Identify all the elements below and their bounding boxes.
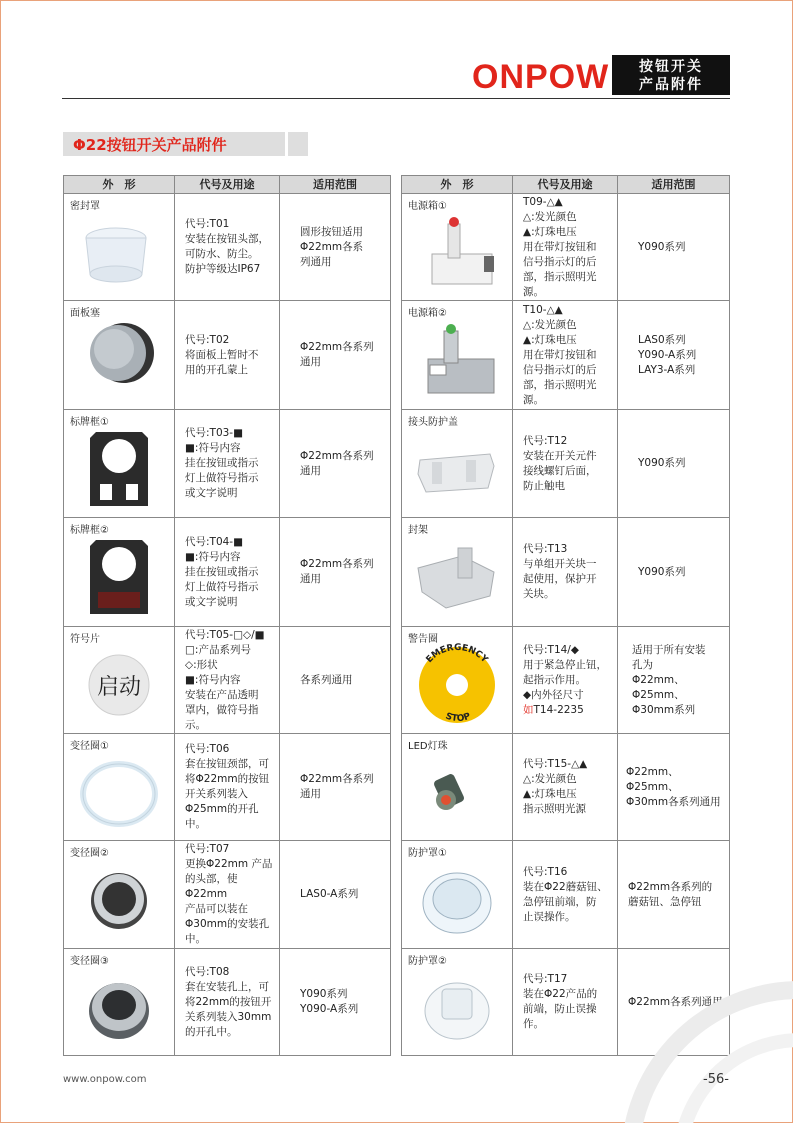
scope-cell: Y090系列 [618,410,730,518]
table-header-row [402,176,730,194]
section-title-bar [63,132,285,156]
brand-logo: ONPOW [472,58,610,96]
category-line-2: 产品附件 [639,77,703,93]
item-label: 变径圈② [70,848,109,859]
item-label: 符号片 [70,634,100,645]
item-label: 标牌框① [70,417,109,428]
terminal-cover-icon [402,410,513,518]
appearance-cell [64,841,175,949]
appearance-cell [402,518,513,627]
scope-cell: LAS0系列 Y090-A系列 LAY3-A系列 [618,301,730,410]
scope-cell: 适用于所有安装 孔为 Φ22mm、 Φ25mm、 Φ30mm系列 [618,627,730,734]
item-label: 面板塞 [70,308,100,319]
item-label: 变径圈① [70,741,109,752]
scope-cell: Φ22mm各系列 通用 [280,518,391,627]
table-row [64,627,391,734]
appearance-cell [402,194,513,301]
table-row [64,194,391,301]
appearance-cell [402,301,513,410]
table-row [64,841,391,949]
item-label: 电源箱② [408,308,447,319]
table-row [64,734,391,841]
code-cell: 代号:T17 装在Φ22产品的 前端，防止误操 作。 [513,949,618,1056]
code-cell: 代号:T03-■ ■:符号内容 挂在按钮或指示 灯上做符号指示 或文字说明 [175,410,280,518]
table-row [402,841,730,949]
code-cell: T10-△▲ △:发光颜色 ▲:灯珠电压 用在带灯按钮和 信号指示灯的后 部，指示照明光源。 [513,301,618,410]
appearance-cell [64,949,175,1056]
label-frame-red-icon [64,518,175,627]
scope-cell: Φ22mm各系列 通用 [280,301,391,410]
category-line-1: 按钮开关 [639,59,703,75]
code-cell: 代号:T16 装在Φ22蘑菇钮、 急停钮前端，防 止误操作。 [513,841,618,949]
appearance-cell [402,734,513,841]
protective-cover-2-icon [402,949,513,1056]
scope-cell: Φ22mm各系列通用 [618,949,730,1056]
scope-cell: 各系列通用 [280,627,391,734]
code-cell: 代号:T15-△▲ △:发光颜色 ▲:灯珠电压 指示照明光源 [513,734,618,841]
section-title: Φ22按钮开关产品附件 [73,136,227,154]
scope-cell: Φ22mm各系列 通用 [280,410,391,518]
item-label: 电源箱① [408,201,447,212]
col-appearance: 外 形 [402,176,513,194]
power-box-1-icon [402,194,513,301]
code-cell: T09-△▲ △:发光颜色 ▲:灯珠电压 用在带灯按钮和 信号指示灯的后 部，指示照明光源。 [513,194,618,301]
appearance-cell [64,518,175,627]
code-cell: 代号:T12 安装在开关元件 接线螺钉后面， 防止触电 [513,410,618,518]
ring-top-text: EMERGENCY [424,642,490,666]
scope-cell: LAS0-A系列 [280,841,391,949]
code-cell: 代号:T13 与单组开关块一 起使用，保护开 关块。 [513,518,618,627]
table-row [64,518,391,627]
item-label: 密封罩 [70,201,100,212]
reducer-ring-1-icon [64,734,175,841]
scope-cell: Y090系列 [618,518,730,627]
item-label: 警告圈 [408,634,438,645]
header-divider [62,98,730,99]
item-label: LED灯珠 [408,741,448,752]
item-label: 防护罩① [408,848,447,859]
table-row [402,734,730,841]
accessory-table-right [401,175,730,1056]
appearance-cell [402,410,513,518]
code-cell: 代号:T07 更换Φ22mm 产品 的头部，使Φ22mm 产品可以装在 Φ30mm的安装孔中。 [175,841,280,949]
accessory-table-left [63,175,391,1056]
appearance-cell [402,627,513,734]
scope-cell: Y090系列 Y090-A系列 [280,949,391,1056]
table-row [402,410,730,518]
code-cell [513,627,618,734]
col-appearance: 外 形 [64,176,175,194]
code-cell: 代号:T01 安装在按钮头部， 可防水、防尘。 防护等级达IP67 [175,194,280,301]
appearance-cell [64,734,175,841]
page-number: -56- [703,1072,729,1087]
code-text: 代号:T14/◆ 用于紧急停止钮， 起指示作用。 ◆内外径尺寸 [523,643,607,701]
panel-plug-icon [64,301,175,410]
table-row [64,410,391,518]
table-header-row [64,176,391,194]
item-label: 防护罩② [408,956,447,967]
label-frame-icon [64,410,175,518]
code-cell: 代号:T04-■ ■:符号内容 挂在按钮或指示 灯上做符号指示 或文字说明 [175,518,280,627]
led-bulb-icon [402,734,513,841]
table-row [402,518,730,627]
code-cell: 代号:T02 将面板上暂时不 用的开孔蒙上 [175,301,280,410]
table-row [402,194,730,301]
section-title-tail [288,132,308,156]
table-row [402,301,730,410]
appearance-cell [64,301,175,410]
code-cell: 代号:T08 套在安装孔上，可 将22mm的按钮开 关系列装入30mm 的开孔中。 [175,949,280,1056]
appearance-cell [64,627,175,734]
sealing-frame-icon [402,518,513,627]
reducer-ring-3-icon [64,949,175,1056]
appearance-cell [402,949,513,1056]
seal-cover-icon [64,194,175,301]
scope-cell: Φ22mm各系列的 蘑菇钮、急停钮 [618,841,730,949]
example-code: T14-2235 [533,703,584,716]
symbol-text: 启动 [96,675,142,700]
scope-cell: 圆形按钮适用 Φ22mm各系 列通用 [280,194,391,301]
code-cell: 代号:T06 套在按钮颈部，可 将Φ22mm的按钮 开关系列装入 Φ25mm的开孔中。 [175,734,280,841]
appearance-cell [64,410,175,518]
col-scope: 适用范围 [280,176,391,194]
footer-decoration [600,980,793,1123]
category-badge [612,55,730,95]
footer-url[interactable]: www.onpow.com [63,1074,147,1085]
protective-cover-1-icon [402,841,513,949]
appearance-cell [64,194,175,301]
table-row [64,301,391,410]
item-label: 封架 [408,525,428,536]
item-label: 标牌框② [70,525,109,536]
reducer-ring-2-icon [64,841,175,949]
symbol-plate-icon [64,627,175,734]
table-row [64,949,391,1056]
item-label: 变径圈③ [70,956,109,967]
example-prefix: 如 [523,703,534,716]
col-scope: 适用范围 [618,176,730,194]
scope-cell: Φ22mm各系列 通用 [280,734,391,841]
scope-cell: Y090系列 [618,194,730,301]
ring-bottom-text: STOP [443,711,473,725]
table-row [402,627,730,734]
col-code-usage: 代号及用途 [513,176,618,194]
col-code-usage: 代号及用途 [175,176,280,194]
code-cell: 代号:T05-□◇/■ □:产品系列号 ◇:形状 ■:符号内容 安装在产品透明 罩内，做符号指 示。 [175,627,280,734]
item-label: 接头防护盖 [408,417,458,428]
appearance-cell [402,841,513,949]
power-box-2-icon [402,301,513,410]
warning-ring-icon [402,627,513,734]
scope-cell: Φ22mm、 Φ25mm、 Φ30mm各系列通用 [618,734,730,841]
